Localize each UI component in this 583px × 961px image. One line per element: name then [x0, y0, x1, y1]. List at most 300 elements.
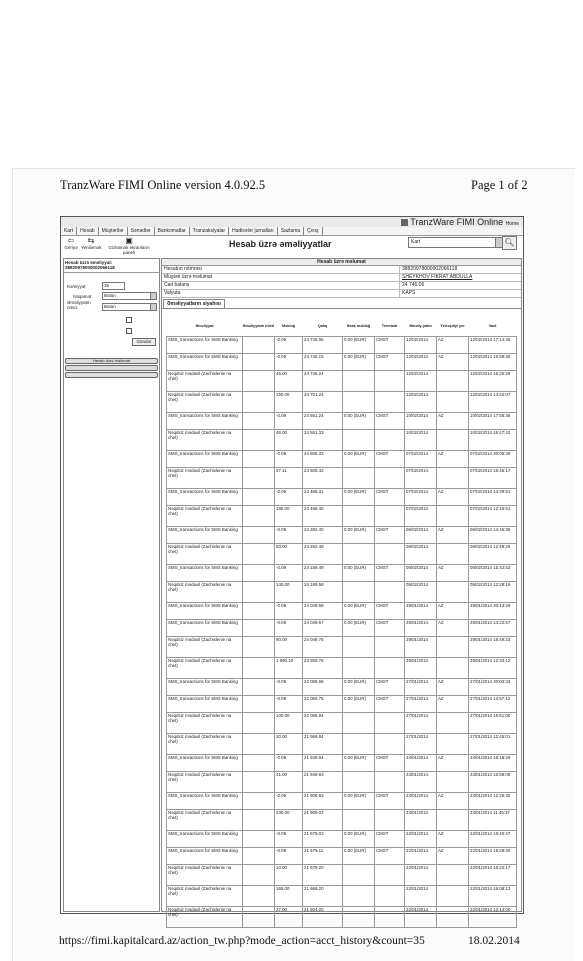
table-cell: 0.00 (EUR): [343, 489, 375, 506]
info-value: 24 746.06: [399, 282, 521, 289]
table-cell: [437, 734, 469, 755]
info-row: [162, 290, 521, 298]
table-cell: [243, 413, 275, 430]
table-cell: 21 679.20: [303, 865, 343, 886]
table-cell: [375, 810, 405, 831]
table-cell: [243, 886, 275, 907]
table-cell: 24/01/2014: [405, 793, 437, 810]
left-panel-header: [64, 259, 159, 273]
table-cell: 24 551.33: [303, 430, 343, 451]
type-select[interactable]: [102, 303, 157, 311]
table-cell: 29/01/2014: [405, 658, 437, 679]
table-cell: AZ: [437, 755, 469, 772]
transactions-table: [166, 317, 517, 928]
table-cell: Nəqdsiz mədaxil (Zachislenie na chet): [167, 907, 243, 928]
column-header: Yerləşdiyi yer: [440, 324, 465, 329]
table-cell: -0.09: [275, 337, 303, 354]
refresh-label: Yeniləmək: [81, 245, 102, 250]
table-cell: [375, 734, 405, 755]
table-cell: [243, 734, 275, 755]
table-cell: 140.00: [275, 582, 303, 603]
table-cell: 24 189.49: [303, 565, 343, 582]
table-cell: 0.00 (EUR): [343, 413, 375, 430]
table-cell: [437, 658, 469, 679]
table-cell: [437, 371, 469, 392]
search-button[interactable]: [502, 236, 517, 250]
table-cell: 186.00: [275, 506, 303, 527]
page-title: Hesab üzrə əməliyyatlar: [229, 239, 332, 249]
table-cell: [343, 544, 375, 565]
table-cell: CMST: [375, 451, 405, 468]
table-row: [167, 392, 517, 413]
qty-input[interactable]: 35: [102, 282, 125, 290]
table-cell: [243, 848, 275, 865]
table-cell: 0.00 (EUR): [343, 793, 375, 810]
menu-item[interactable]: Hadisələr jurnalları: [229, 227, 278, 235]
table-cell: [343, 865, 375, 886]
table-cell: 21 969.84: [303, 734, 343, 755]
table-cell: 05/02/2014 12:28:16: [469, 582, 517, 603]
table-cell: SMS_transactions for SMS Banking: [167, 489, 243, 506]
table-cell: [243, 582, 275, 603]
left-account-number: 38820978000002066118: [65, 265, 115, 270]
table-cell: 07/02/2014 12:15:51: [469, 506, 517, 527]
table-cell: 0.00 (EUR): [343, 831, 375, 848]
refresh-button[interactable]: [81, 236, 101, 250]
table-cell: 22/01/2014 16:08:13: [469, 886, 517, 907]
table-cell: 12/02/2014 16:20:29: [469, 371, 517, 392]
table-cell: [343, 371, 375, 392]
table-cell: [375, 544, 405, 565]
table-row: [167, 527, 517, 544]
table-cell: SMS_transactions for SMS Banking: [167, 413, 243, 430]
table-cell: [375, 392, 405, 413]
table-cell: 07/02/2014: [405, 489, 437, 506]
table-cell: SMS_transactions for SMS Banking: [167, 565, 243, 582]
table-cell: SMS_transactions for SMS Banking: [167, 603, 243, 620]
table-cell: 24 746.15: [303, 354, 343, 371]
table-cell: 27.00: [275, 907, 303, 928]
table-cell: 22/01/2014 15:29:40: [469, 848, 517, 865]
table-cell: [343, 658, 375, 679]
table-cell: [437, 865, 469, 886]
table-cell: -0.09: [275, 354, 303, 371]
table-cell: 21 908.93: [303, 793, 343, 810]
table-cell: SMS_transactions for SMS Banking: [167, 451, 243, 468]
table-cell: 05/02/2014: [405, 582, 437, 603]
table-cell: -0.09: [275, 848, 303, 865]
table-cell: 10.00: [275, 865, 303, 886]
table-cell: [375, 886, 405, 907]
panel-icon: ▣: [125, 236, 133, 245]
table-cell: [243, 489, 275, 506]
table-cell: [243, 565, 275, 582]
table-cell: 12/02/2014: [405, 337, 437, 354]
table-cell: [243, 713, 275, 734]
table-row: [167, 755, 517, 772]
table-row: [167, 430, 517, 451]
table-row: [167, 544, 517, 565]
table-cell: 27/01/2014 15:51:06: [469, 713, 517, 734]
table-cell: 24 505.33: [303, 451, 343, 468]
table-cell: 29/01/2014: [405, 620, 437, 637]
info-row: [162, 274, 521, 282]
menu-item[interactable]: Sənədlər: [128, 227, 155, 235]
table-cell: 24 746.24: [303, 371, 343, 392]
table-cell: -0.09: [275, 696, 303, 713]
table-cell: [437, 637, 469, 658]
table-cell: 22/01/2014: [405, 907, 437, 928]
table-cell: CMST: [375, 527, 405, 544]
table-cell: SMS_transactions for SMS Banking: [167, 793, 243, 810]
table-cell: SMS_transactions for SMS Banking: [167, 755, 243, 772]
table-cell: [243, 658, 275, 679]
table-cell: -0.09: [275, 451, 303, 468]
table-cell: 0.00 (EUR): [343, 337, 375, 354]
table-cell: -0.09: [275, 413, 303, 430]
table-cell: 22/01/2014: [405, 848, 437, 865]
filter-checkbox-2[interactable]: [126, 328, 132, 334]
table-cell: AZ: [437, 413, 469, 430]
table-cell: 41.00: [275, 772, 303, 793]
table-cell: [343, 810, 375, 831]
table-cell: [343, 506, 375, 527]
table-cell: [437, 907, 469, 928]
table-cell: 27/01/2014 14:57:12: [469, 696, 517, 713]
table-cell: [243, 679, 275, 696]
table-cell: [375, 907, 405, 928]
table-cell: 0.00 (EUR): [343, 354, 375, 371]
table-cell: CMST: [375, 413, 405, 430]
table-cell: [437, 886, 469, 907]
back-arrow-icon: ⇦: [67, 236, 75, 245]
table-cell: AZ: [437, 793, 469, 810]
table-cell: 27/01/2014 12:45:01: [469, 734, 517, 755]
menu-item[interactable]: Tranzaksiyalar: [190, 227, 229, 235]
table-cell: CMST: [375, 565, 405, 582]
menu-item[interactable]: Kart: [61, 227, 77, 235]
table-cell: 0.00 (EUR): [343, 848, 375, 865]
table-cell: 22/01/2014 19:40:47: [469, 831, 517, 848]
info-key: Cari balans: [164, 282, 190, 288]
table-cell: [243, 451, 275, 468]
table-cell: 24 049.58: [303, 603, 343, 620]
left-panel: [63, 258, 160, 912]
back-button[interactable]: [63, 236, 79, 250]
left-panel-button-3[interactable]: [65, 372, 158, 378]
table-cell: 22/01/2014 16:22:17: [469, 865, 517, 886]
card-select[interactable]: [408, 237, 504, 248]
table-cell: [375, 658, 405, 679]
table-cell: 24/01/2014: [405, 755, 437, 772]
table-cell: 21 949.84: [303, 755, 343, 772]
table-cell: SMS_transactions for SMS Banking: [167, 831, 243, 848]
table-cell: 1 890.10: [275, 658, 303, 679]
table-cell: [243, 430, 275, 451]
table-cell: [243, 865, 275, 886]
table-cell: CMST: [375, 489, 405, 506]
direction-select[interactable]: [102, 292, 157, 300]
table-row: [167, 371, 517, 392]
table-cell: 27/01/2014: [405, 696, 437, 713]
chevron-down-icon: [150, 293, 156, 299]
table-cell: 24 746.06: [303, 337, 343, 354]
table-row: [167, 734, 517, 755]
table-cell: AZ: [437, 696, 469, 713]
table-row: [167, 831, 517, 848]
table-cell: [343, 772, 375, 793]
table-cell: -0.09: [275, 755, 303, 772]
table-cell: CMST: [375, 848, 405, 865]
print-footer-url: https://fimi.kapitalcard.az/action_tw.php?mode_action=acct_history&count=35: [59, 935, 425, 947]
table-cell: [343, 582, 375, 603]
table-cell: [243, 907, 275, 928]
table-cell: Nəqdsiz mədaxil (Zachislenie na chet): [167, 582, 243, 603]
table-cell: Nəqdsiz mədaxil (Zachislenie na chet): [167, 468, 243, 489]
info-key: Valyuta: [164, 290, 181, 296]
account-info-table: [162, 266, 521, 298]
table-cell: 24/01/2014: [405, 810, 437, 831]
info-value: 38820978000002066118: [399, 266, 521, 273]
table-cell: [243, 793, 275, 810]
table-cell: 29/01/2014 14:22:57: [469, 620, 517, 637]
tab-transactions[interactable]: Əməliyyatların siyahısı: [163, 299, 225, 308]
info-value: KAPS: [399, 290, 521, 297]
table-cell: [375, 865, 405, 886]
table-cell: [243, 620, 275, 637]
table-cell: AZ: [437, 451, 469, 468]
table-row: [167, 637, 517, 658]
type-value: Bütün: [104, 304, 116, 309]
table-cell: [437, 713, 469, 734]
table-cell: 07/02/2014: [405, 451, 437, 468]
menu-item[interactable]: Müştərilər: [99, 227, 128, 235]
menu-item[interactable]: Hesab: [77, 227, 98, 235]
table-cell: CMST: [375, 603, 405, 620]
table-cell: CMST: [375, 337, 405, 354]
table-row: [167, 603, 517, 620]
table-cell: 21 909.02: [303, 810, 343, 831]
table-cell: 29/01/2014 12:33:12: [469, 658, 517, 679]
table-cell: [243, 544, 275, 565]
table-cell: 21 949.93: [303, 772, 343, 793]
table-cell: 90.00: [275, 637, 303, 658]
table-cell: [243, 337, 275, 354]
table-cell: 24 282.40: [303, 527, 343, 544]
table-row: [167, 506, 517, 527]
table-cell: [343, 430, 375, 451]
table-row: [167, 354, 517, 371]
qty-label: Kəmiyyət: [67, 284, 86, 289]
table-cell: 05/02/2014: [405, 565, 437, 582]
table-cell: AZ: [437, 337, 469, 354]
account-info-button[interactable]: Hesab üzrə məlumat: [65, 358, 158, 364]
main-menu: [61, 227, 523, 236]
info-value[interactable]: SHEYKHOV FIKRAT ABDULLA: [399, 274, 521, 281]
table-cell: [243, 810, 275, 831]
table-cell: 07/02/2014 16:46:17: [469, 468, 517, 489]
table-cell: [343, 907, 375, 928]
submit-button[interactable]: Göndər: [132, 338, 156, 346]
table-cell: 165.00: [275, 886, 303, 907]
table-cell: 07/02/2014 20:05:30: [469, 451, 517, 468]
brand-name: TranzWare FIMI Online: [410, 217, 504, 227]
hide-panel-label: Gizlətmək ekranların paneli: [108, 245, 150, 255]
table-cell: -0.09: [275, 620, 303, 637]
table-cell: -0.09: [275, 679, 303, 696]
table-cell: -0.09: [275, 527, 303, 544]
table-cell: 24 049.76: [303, 637, 343, 658]
hide-panel-button[interactable]: [105, 236, 153, 255]
table-cell: AZ: [437, 831, 469, 848]
table-cell: 21 669.20: [303, 886, 343, 907]
table-cell: Nəqdsiz mədaxil (Zachislenie na chet): [167, 734, 243, 755]
table-cell: 12/02/2014 17:14:45: [469, 337, 517, 354]
left-panel-button-2[interactable]: [65, 365, 158, 371]
table-cell: [437, 506, 469, 527]
table-cell: [243, 603, 275, 620]
table-cell: CMST: [375, 755, 405, 772]
table-cell: [343, 637, 375, 658]
menu-item[interactable]: Sazlama: [278, 227, 304, 235]
table-cell: 12/02/2014: [405, 354, 437, 371]
table-cell: 27/01/2014: [405, 734, 437, 755]
info-row: [162, 266, 521, 274]
column-header: Əməliy-yatın: [409, 324, 432, 329]
table-row: [167, 658, 517, 679]
table-cell: 0.00 (EUR): [343, 620, 375, 637]
chevron-down-icon: [150, 304, 156, 310]
table-row: [167, 810, 517, 831]
table-cell: AZ: [437, 527, 469, 544]
table-cell: 46.00: [275, 430, 303, 451]
table-cell: [243, 506, 275, 527]
brand-logo-icon: [401, 219, 408, 226]
table-cell: [437, 772, 469, 793]
table-cell: 12/02/2014: [405, 392, 437, 413]
table-cell: Nəqdsiz mədaxil (Zachislenie na chet): [167, 430, 243, 451]
table-cell: 150.00: [275, 392, 303, 413]
table-row: [167, 679, 517, 696]
info-key: Hesabın nömrəsi: [164, 266, 202, 272]
table-cell: 22 069.75: [303, 696, 343, 713]
table-row: [167, 848, 517, 865]
table-cell: 07/02/2014: [405, 506, 437, 527]
table-cell: 20.00: [275, 734, 303, 755]
table-cell: [375, 772, 405, 793]
table-row: [167, 696, 517, 713]
table-cell: [243, 527, 275, 544]
table-row: [167, 489, 517, 506]
table-row: [167, 468, 517, 489]
table-cell: 24 505.42: [303, 468, 343, 489]
table-cell: AZ: [437, 620, 469, 637]
search-icon: 🔍︎: [504, 238, 515, 247]
account-panel: [161, 258, 522, 917]
table-cell: 07/02/2014: [405, 468, 437, 489]
table-cell: -0.09: [275, 793, 303, 810]
table-cell: AZ: [437, 354, 469, 371]
table-cell: 0.00 (EUR): [343, 603, 375, 620]
table-cell: [243, 468, 275, 489]
table-row: [167, 620, 517, 637]
table-cell: 12/02/2014: [405, 371, 437, 392]
column-header: Əsas məbləğ: [346, 324, 371, 329]
table-cell: [437, 810, 469, 831]
table-cell: 24 551.24: [303, 413, 343, 430]
table-cell: [437, 430, 469, 451]
table-cell: Nəqdsiz mədaxil (Zachislenie na chet): [167, 506, 243, 527]
table-cell: 45.00: [275, 371, 303, 392]
table-cell: [437, 582, 469, 603]
table-cell: SMS_transactions for SMS Banking: [167, 848, 243, 865]
table-cell: 0.00 (EUR): [343, 565, 375, 582]
brand-home-link[interactable]: Home: [505, 221, 519, 227]
table-cell: 06/02/2014: [405, 527, 437, 544]
table-cell: 22 069.84: [303, 713, 343, 734]
table-cell: [375, 371, 405, 392]
table-cell: 12/02/2014 14:42:07: [469, 392, 517, 413]
back-label: Geriyə: [64, 245, 78, 250]
table-cell: Nəqdsiz mədaxil (Zachislenie na chet): [167, 810, 243, 831]
table-cell: 10/02/2014: [405, 413, 437, 430]
table-cell: Nəqdsiz mədaxil (Zachislenie na chet): [167, 772, 243, 793]
column-header: Əməliyyatın növü: [242, 324, 275, 329]
table-cell: [243, 637, 275, 658]
table-cell: SMS_transactions for SMS Banking: [167, 354, 243, 371]
table-cell: SMS_transactions for SMS Banking: [167, 679, 243, 696]
menu-item[interactable]: Bankomatlar: [155, 227, 190, 235]
print-header-title: TranzWare FIMI Online version 4.0.92.5: [60, 178, 266, 192]
column-header: Məbləğ: [281, 324, 296, 329]
table-cell: [343, 886, 375, 907]
table-cell: [343, 713, 375, 734]
table-cell: 10/02/2014 16:47:42: [469, 430, 517, 451]
table-cell: [243, 354, 275, 371]
table-row: [167, 565, 517, 582]
table-cell: 22/01/2014: [405, 886, 437, 907]
table-cell: -0.09: [275, 603, 303, 620]
table-cell: 93.00: [275, 544, 303, 565]
print-page-number: Page 1 of 2: [471, 178, 528, 192]
table-cell: CMST: [375, 620, 405, 637]
table-row: [167, 772, 517, 793]
table-cell: 29/01/2014 20:13:20: [469, 603, 517, 620]
table-cell: 05/02/2014 15:42:52: [469, 565, 517, 582]
table-cell: [243, 371, 275, 392]
filter-checkbox-1[interactable]: [126, 317, 132, 323]
table-cell: 06/02/2014 12:49:29: [469, 544, 517, 565]
table-row: [167, 907, 517, 928]
brand: [401, 217, 519, 227]
menu-item[interactable]: Çıxış: [304, 227, 322, 235]
table-cell: 24/01/2014 18:18:20: [469, 755, 517, 772]
table-cell: AZ: [437, 489, 469, 506]
table-row: [167, 413, 517, 430]
table-cell: CMST: [375, 679, 405, 696]
table-cell: 07/02/2014 14:49:51: [469, 489, 517, 506]
table-cell: 21 504.20: [303, 907, 343, 928]
table-cell: 06/02/2014: [405, 544, 437, 565]
table-cell: 22/01/2014 12:14:00: [469, 907, 517, 928]
table-cell: AZ: [437, 565, 469, 582]
table-row: [167, 582, 517, 603]
table-row: [167, 337, 517, 354]
table-cell: 22/01/2014: [405, 865, 437, 886]
table-cell: [243, 831, 275, 848]
table-cell: 10/02/2014: [405, 430, 437, 451]
table-cell: [243, 696, 275, 713]
